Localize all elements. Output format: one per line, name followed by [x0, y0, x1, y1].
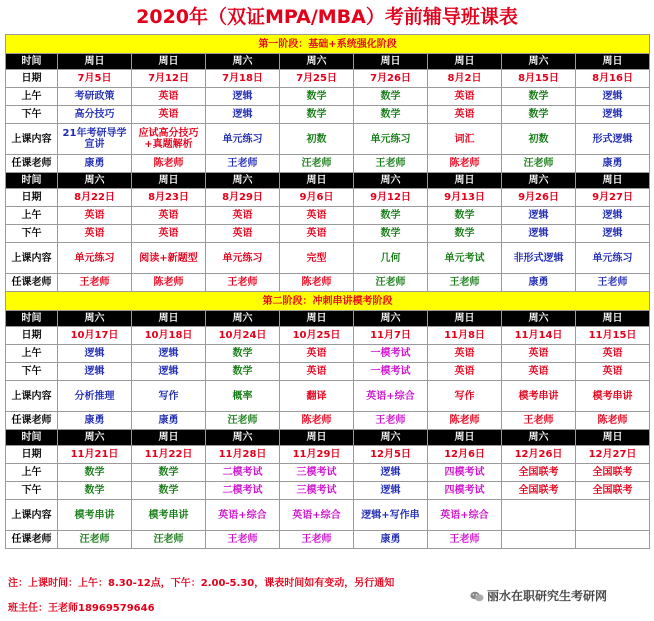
schedule-cell: 汪老师: [132, 531, 206, 549]
schedule-cell: 英语+综合: [280, 500, 354, 531]
schedule-cell: 陈老师: [132, 155, 206, 173]
schedule-cell: 12月5日: [354, 446, 428, 464]
schedule-cell: 数学: [58, 464, 132, 482]
schedule-cell: 逻辑: [576, 88, 650, 106]
schedule-cell: 数学: [428, 225, 502, 243]
schedule-cell: 数学: [206, 345, 280, 363]
schedule-cell: 数学: [354, 207, 428, 225]
footer-note: 注：上课时间：上午：8.30-12点，下午：2.00-5.30，课表时间如有变动，另行通知: [8, 578, 395, 589]
row-label: 上课内容: [6, 381, 58, 412]
row-label: 上午: [6, 345, 58, 363]
schedule-cell: 10月17日: [58, 327, 132, 345]
weekday-cell: 周六: [280, 54, 354, 70]
row-label: 日期: [6, 327, 58, 345]
schedule-cell: 模考串讲: [576, 381, 650, 412]
schedule-cell: 一模考试: [354, 363, 428, 381]
row-label: 上午: [6, 464, 58, 482]
schedule-cell: 逻辑: [576, 106, 650, 124]
schedule-cell: 9月27日: [576, 189, 650, 207]
weekday-header-row: [6, 430, 650, 446]
schedule-cell: 写作: [132, 381, 206, 412]
schedule-cell: 8月16日: [576, 70, 650, 88]
schedule-cell: 单元练习: [58, 243, 132, 274]
schedule-cell: 11月8日: [428, 327, 502, 345]
schedule-cell: 英语: [502, 345, 576, 363]
schedule-cell: 英语: [502, 363, 576, 381]
schedule-cell: 数学: [132, 482, 206, 500]
schedule-cell: 英语: [576, 345, 650, 363]
schedule-cell: 王老师: [354, 412, 428, 430]
schedule-cell: 几何: [354, 243, 428, 274]
schedule-cell: 9月13日: [428, 189, 502, 207]
schedule-cell: 逻辑: [502, 207, 576, 225]
schedule-cell: 全国联考: [576, 482, 650, 500]
weekday-cell: 周日: [428, 430, 502, 446]
schedule-cell: 英语: [58, 207, 132, 225]
schedule-cell: 数学: [502, 106, 576, 124]
weekday-cell: 周日: [280, 311, 354, 327]
schedule-cell: 英语: [576, 363, 650, 381]
schedule-cell: [502, 500, 576, 531]
schedule-cell: 模考串讲: [502, 381, 576, 412]
table-row: [6, 500, 650, 531]
section-title: 第二阶段：冲刺串讲模考阶段: [6, 292, 650, 311]
table-row: [6, 124, 650, 155]
schedule-cell: 英语: [428, 106, 502, 124]
schedule-cell: 数学: [280, 88, 354, 106]
schedule-cell: 王老师: [354, 155, 428, 173]
schedule-cell: 考研政策: [58, 88, 132, 106]
schedule-cell: 英语+综合: [206, 500, 280, 531]
schedule-cell: 数学: [354, 106, 428, 124]
schedule-cell: 英语: [280, 225, 354, 243]
schedule-cell: 阅读+新题型: [132, 243, 206, 274]
table-row: [6, 70, 650, 88]
schedule-cell: 数学: [280, 106, 354, 124]
weekday-cell: 周六: [58, 311, 132, 327]
weekday-cell: 周日: [58, 54, 132, 70]
schedule-cell: 逻辑+写作串: [354, 500, 428, 531]
schedule-cell: 单元练习: [206, 124, 280, 155]
time-header-cell: 时间: [6, 173, 58, 189]
weekday-header-row: [6, 54, 650, 70]
schedule-cell: 写作: [428, 381, 502, 412]
table-row: [6, 363, 650, 381]
weekday-cell: 周日: [132, 54, 206, 70]
table-row: [6, 446, 650, 464]
schedule-cell: 逻辑: [58, 363, 132, 381]
schedule-cell: 完型: [280, 243, 354, 274]
row-label: 任课老师: [6, 274, 58, 292]
schedule-cell: 二模考试: [206, 482, 280, 500]
schedule-cell: 三模考试: [280, 464, 354, 482]
schedule-cell: 逻辑: [206, 88, 280, 106]
schedule-cell: 11月29日: [280, 446, 354, 464]
schedule-cell: 陈老师: [428, 155, 502, 173]
time-header-cell: 时间: [6, 311, 58, 327]
weekday-cell: 周日: [428, 311, 502, 327]
schedule-cell: 四模考试: [428, 464, 502, 482]
schedule-cell: 英语: [280, 363, 354, 381]
schedule-cell: 数学: [502, 88, 576, 106]
schedule-cell: 英语: [280, 345, 354, 363]
schedule-cell: 数学: [354, 88, 428, 106]
schedule-cell: 形式逻辑: [576, 124, 650, 155]
weekday-cell: 周六: [354, 311, 428, 327]
schedule-cell: 王老师: [576, 274, 650, 292]
schedule-cell: 陈老师: [132, 274, 206, 292]
schedule-cell: 英语: [206, 225, 280, 243]
weekday-cell: 周六: [58, 173, 132, 189]
schedule-cell: 英语: [428, 88, 502, 106]
schedule-cell: 汪老师: [58, 531, 132, 549]
schedule-cell: 王老师: [206, 274, 280, 292]
schedule-cell: 应试高分技巧+真题解析: [132, 124, 206, 155]
row-label: 日期: [6, 189, 58, 207]
table-row: [6, 412, 650, 430]
weekday-cell: 周日: [576, 430, 650, 446]
page-title: 2020年（双证MPA/MBA）考前辅导班课表: [136, 6, 518, 28]
schedule-cell: 7月12日: [132, 70, 206, 88]
schedule-cell: 英语: [132, 207, 206, 225]
table-row: [6, 243, 650, 274]
schedule-cell: 王老师: [428, 531, 502, 549]
schedule-cell: 三模考试: [280, 482, 354, 500]
schedule-cell: 数学: [428, 207, 502, 225]
row-label: 下午: [6, 106, 58, 124]
schedule-cell: 21年考研导学宣讲: [58, 124, 132, 155]
schedule-cell: 陈老师: [428, 412, 502, 430]
schedule-cell: 12月26日: [502, 446, 576, 464]
schedule-cell: 康勇: [576, 155, 650, 173]
schedule-cell: 11月21日: [58, 446, 132, 464]
weekday-cell: 周六: [206, 430, 280, 446]
row-label: 日期: [6, 70, 58, 88]
schedule-cell: 英语+综合: [428, 500, 502, 531]
schedule-cell: 王老师: [280, 531, 354, 549]
schedule-cell: 逻辑: [576, 207, 650, 225]
weekday-header-row: [6, 311, 650, 327]
class-director: 班主任：王老师18969579646: [8, 603, 155, 614]
table-row: [6, 225, 650, 243]
schedule-cell: 康勇: [58, 412, 132, 430]
row-label: 下午: [6, 363, 58, 381]
table-row: [6, 88, 650, 106]
row-label: 上课内容: [6, 243, 58, 274]
schedule-cell: 全国联考: [502, 482, 576, 500]
schedule-cell: 非形式逻辑: [502, 243, 576, 274]
schedule-cell: 王老师: [502, 412, 576, 430]
weekday-cell: 周日: [280, 430, 354, 446]
weekday-cell: 周日: [132, 173, 206, 189]
schedule-cell: 模考串讲: [58, 500, 132, 531]
schedule-cell: 汪老师: [206, 412, 280, 430]
weekday-cell: 周日: [280, 173, 354, 189]
row-label: 上课内容: [6, 124, 58, 155]
schedule-cell: 康勇: [502, 274, 576, 292]
schedule-cell: 二模考试: [206, 464, 280, 482]
section-header-row: [6, 35, 650, 54]
weekday-cell: 周六: [58, 430, 132, 446]
schedule-cell: 逻辑: [58, 345, 132, 363]
watermark: [470, 587, 607, 604]
schedule-cell: 单元练习: [354, 124, 428, 155]
row-label: 任课老师: [6, 412, 58, 430]
schedule-cell: 陈老师: [576, 412, 650, 430]
schedule-cell: 7月26日: [354, 70, 428, 88]
schedule-cell: 翻译: [280, 381, 354, 412]
schedule-cell: 英语: [132, 88, 206, 106]
time-header-cell: 时间: [6, 54, 58, 70]
schedule-cell: 单元练习: [206, 243, 280, 274]
schedule-cell: 英语+综合: [354, 381, 428, 412]
schedule-cell: 7月25日: [280, 70, 354, 88]
schedule-cell: 王老师: [206, 531, 280, 549]
weekday-cell: 周六: [354, 430, 428, 446]
weekday-cell: 周六: [502, 430, 576, 446]
weekday-cell: 周日: [132, 311, 206, 327]
table-row: [6, 207, 650, 225]
schedule-cell: 逻辑: [206, 106, 280, 124]
schedule-cell: 11月14日: [502, 327, 576, 345]
schedule-cell: 王老师: [206, 155, 280, 173]
weekday-cell: 周六: [502, 311, 576, 327]
schedule-cell: 11月15日: [576, 327, 650, 345]
schedule-cell: 模考串讲: [132, 500, 206, 531]
schedule-cell: 8月23日: [132, 189, 206, 207]
weekday-cell: 周日: [132, 430, 206, 446]
schedule-cell: 概率: [206, 381, 280, 412]
table-row: [6, 274, 650, 292]
schedule-cell: 数学: [206, 363, 280, 381]
schedule-cell: 数学: [58, 482, 132, 500]
row-label: 上课内容: [6, 500, 58, 531]
schedule-cell: 10月18日: [132, 327, 206, 345]
schedule-cell: 11月7日: [354, 327, 428, 345]
schedule-cell: 王老师: [58, 274, 132, 292]
schedule-cell: 康勇: [132, 412, 206, 430]
schedule-table: [5, 34, 650, 549]
table-row: [6, 106, 650, 124]
row-label: 任课老师: [6, 531, 58, 549]
schedule-cell: 11月28日: [206, 446, 280, 464]
schedule-cell: 王老师: [428, 274, 502, 292]
row-label: 任课老师: [6, 155, 58, 173]
row-label: 下午: [6, 482, 58, 500]
wechat-icon: [470, 591, 484, 602]
schedule-cell: 9月26日: [502, 189, 576, 207]
schedule-cell: 逻辑: [354, 482, 428, 500]
table-row: [6, 189, 650, 207]
schedule-cell: 四模考试: [428, 482, 502, 500]
table-row: [6, 464, 650, 482]
table-row: [6, 381, 650, 412]
weekday-cell: 周日: [428, 54, 502, 70]
weekday-cell: 周日: [576, 311, 650, 327]
schedule-cell: 英语: [428, 345, 502, 363]
schedule-cell: 英语: [280, 207, 354, 225]
schedule-cell: 康勇: [58, 155, 132, 173]
schedule-cell: 逻辑: [502, 225, 576, 243]
schedule-cell: 汪老师: [354, 274, 428, 292]
schedule-cell: 12月27日: [576, 446, 650, 464]
schedule-cell: 初数: [280, 124, 354, 155]
table-row: [6, 327, 650, 345]
row-label: 上午: [6, 88, 58, 106]
schedule-cell: 10月25日: [280, 327, 354, 345]
row-label: 上午: [6, 207, 58, 225]
weekday-cell: 周六: [206, 173, 280, 189]
table-row: [6, 531, 650, 549]
schedule-cell: [576, 531, 650, 549]
row-label: 下午: [6, 225, 58, 243]
schedule-cell: [502, 531, 576, 549]
schedule-cell: 8月15日: [502, 70, 576, 88]
schedule-cell: 10月24日: [206, 327, 280, 345]
schedule-cell: 数学: [132, 464, 206, 482]
weekday-cell: 周日: [428, 173, 502, 189]
schedule-cell: 初数: [502, 124, 576, 155]
weekday-cell: 周日: [576, 54, 650, 70]
weekday-cell: 周六: [502, 54, 576, 70]
schedule-cell: 词汇: [428, 124, 502, 155]
schedule-cell: 逻辑: [354, 464, 428, 482]
schedule-cell: [576, 500, 650, 531]
schedule-cell: 汪老师: [280, 155, 354, 173]
row-label: 日期: [6, 446, 58, 464]
schedule-cell: 8月29日: [206, 189, 280, 207]
schedule-cell: 7月5日: [58, 70, 132, 88]
schedule-cell: 单元考试: [428, 243, 502, 274]
schedule-cell: 11月22日: [132, 446, 206, 464]
schedule-cell: 康勇: [354, 531, 428, 549]
schedule-cell: 逻辑: [576, 225, 650, 243]
weekday-cell: 周六: [502, 173, 576, 189]
watermark-text: 丽水在职研究生考研网: [487, 589, 608, 603]
schedule-cell: 分析推理: [58, 381, 132, 412]
table-row: [6, 482, 650, 500]
schedule-cell: 数学: [354, 225, 428, 243]
schedule-cell: 英语: [132, 106, 206, 124]
schedule-cell: 逻辑: [132, 345, 206, 363]
schedule-cell: 7月18日: [206, 70, 280, 88]
weekday-cell: 周日: [354, 54, 428, 70]
table-row: [6, 345, 650, 363]
schedule-cell: 英语: [58, 225, 132, 243]
schedule-cell: 12月6日: [428, 446, 502, 464]
schedule-cell: 逻辑: [132, 363, 206, 381]
schedule-cell: 陈老师: [280, 412, 354, 430]
weekday-cell: 周日: [576, 173, 650, 189]
schedule-cell: 英语: [132, 225, 206, 243]
section-title: 第一阶段：基础+系统强化阶段: [6, 35, 650, 54]
schedule-cell: 陈老师: [280, 274, 354, 292]
schedule-cell: 高分技巧: [58, 106, 132, 124]
schedule-cell: 英语: [206, 207, 280, 225]
schedule-cell: 全国联考: [576, 464, 650, 482]
schedule-cell: 9月6日: [280, 189, 354, 207]
section-header-row: [6, 292, 650, 311]
schedule-cell: 8月22日: [58, 189, 132, 207]
schedule-cell: 汪老师: [502, 155, 576, 173]
weekday-header-row: [6, 173, 650, 189]
schedule-cell: 一模考试: [354, 345, 428, 363]
table-row: [6, 155, 650, 173]
schedule-cell: 9月12日: [354, 189, 428, 207]
schedule-cell: 单元练习: [576, 243, 650, 274]
weekday-cell: 周六: [206, 54, 280, 70]
weekday-cell: 周六: [206, 311, 280, 327]
schedule-cell: 英语: [428, 363, 502, 381]
schedule-cell: 8月2日: [428, 70, 502, 88]
schedule-cell: 全国联考: [502, 464, 576, 482]
weekday-cell: 周六: [354, 173, 428, 189]
time-header-cell: 时间: [6, 430, 58, 446]
